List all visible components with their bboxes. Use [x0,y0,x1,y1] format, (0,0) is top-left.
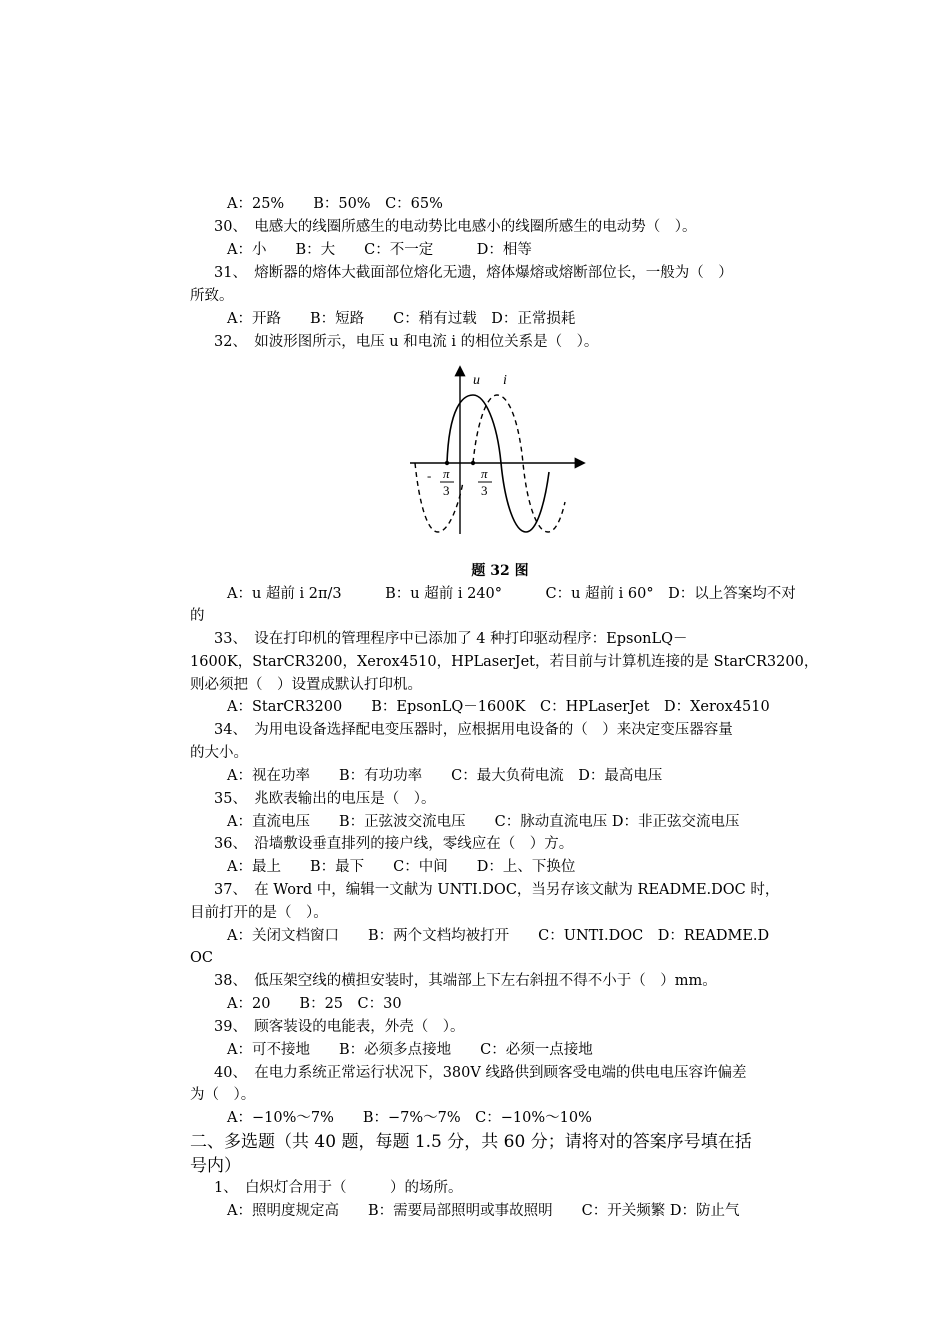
q31-options: A：开路 B：短路 C：稍有过载 D：正常损耗 [227,311,576,327]
tick-left-numerator: π [443,466,450,481]
section-heading-cont: 号内） [190,1156,241,1176]
figure-caption: 题 32 图 [471,563,529,579]
q35-options: A：直流电压 B：正弦波交流电压 C：脉动直流电压 D：非正弦交流电压 [227,814,740,830]
q36-text: 36、 沿墙敷设垂直排列的接户线，零线应在（ ）方。 [214,836,574,852]
i-label: i [503,373,507,388]
tick-dot-left [445,461,449,465]
q34-text: 34、 为用电设备选择配电变压器时，应根据用电设备的（ ）来决定变压器容量 [214,722,733,738]
q34-options: A：视在功率 B：有功功率 C：最大负荷电流 D：最高电压 [227,768,663,784]
q40-text: 40、 在电力系统正常运行状况下，380V 线路供到顾客受电端的供电电压容许偏差 [214,1065,747,1081]
q33-text: 33、 设在打印机的管理程序中已添加了 4 种打印驱动程序：EpsonLQ－ [214,631,688,647]
q33-text-cont2: 则必须把（ ）设置成默认打印机。 [190,677,422,693]
q30-options: A：小 B：大 C：不一定 D：相等 [227,242,532,258]
q31-text: 31、 熔断器的熔体大截面部位熔化无遗，熔体爆熔或熔断部位长，一般为（ ） [214,265,733,281]
q40-text-cont: 为（ ）。 [190,1087,256,1103]
q30-text: 30、 电感大的线圈所感生的电动势比电感小的线圈所感生的电动势（ ）。 [214,219,697,235]
q34-text-cont: 的大小。 [190,745,248,761]
q37-text-cont: 目前打开的是（ ）。 [190,905,328,921]
q32-text: 32、 如波形图所示，电压 u 和电流 i 的相位关系是（ ）。 [214,334,599,350]
q32-options-cont: 的 [190,608,205,624]
mq1-text: 1、 白炽灯合用于（ ）的场所。 [214,1180,463,1196]
waveform-figure [405,362,590,542]
tick-right-denominator: 3 [481,483,488,498]
q31-text-cont: 所致。 [190,288,234,304]
q29-options: A：25% B：50% C：65% [227,196,443,212]
tick-left-denominator: 3 [443,483,450,498]
q37-text: 37、 在 Word 中，编辑一文献为 UNTI.DOC，当另存该文献为 README.DOC 时， [214,882,780,898]
q32-options: A：u 超前 i 2π/3 B：u 超前 i 240° C：u 超前 i 60° D：以上答案均不对 [227,586,796,602]
q39-options: A：可不接地 B：必须多点接地 C：必须一点接地 [227,1042,593,1058]
mq1-options: A：照明度规定高 B：需要局部照明或事故照明 C：开关频繁 D：防止气 [227,1203,740,1219]
u-label: u [473,373,480,388]
tick-dot-right [471,461,475,465]
q36-options: A：最上 B：最下 C：中间 D：上、下换位 [227,859,576,875]
q38-options: A：20 B：25 C：30 [227,996,402,1012]
section-heading: 二、多选题（共 40 题，每题 1.5 分，共 60 分；请将对的答案序号填在括 [190,1132,752,1152]
q33-text-cont1: 1600K，StarCR3200，Xerox4510，HPLaserJet，若目前与计算机连接的是 StarCR3200， [190,654,819,670]
q37-options: A：关闭文档窗口 B：两个文档均被打开 C：UNTI.DOC D：README.D [227,928,770,944]
q33-options: A：StarCR3200 B：EpsonLQ－1600K C：HPLaserJet D：Xerox4510 [227,699,770,715]
q39-text: 39、 顾客装设的电能表，外壳（ ）。 [214,1019,465,1035]
q38-text: 38、 低压架空线的横担安装时，其端部上下左右斜扭不得不小于（ ）mm。 [214,973,717,989]
q40-options: A：−10%～7% B：−7%～7% C：−10%～10% [227,1110,592,1126]
q35-text: 35、 兆欧表输出的电压是（ ）。 [214,791,436,807]
tick-left-sign: - [427,468,432,483]
tick-right-numerator: π [481,466,488,481]
q37-options-cont: OC [190,950,213,966]
